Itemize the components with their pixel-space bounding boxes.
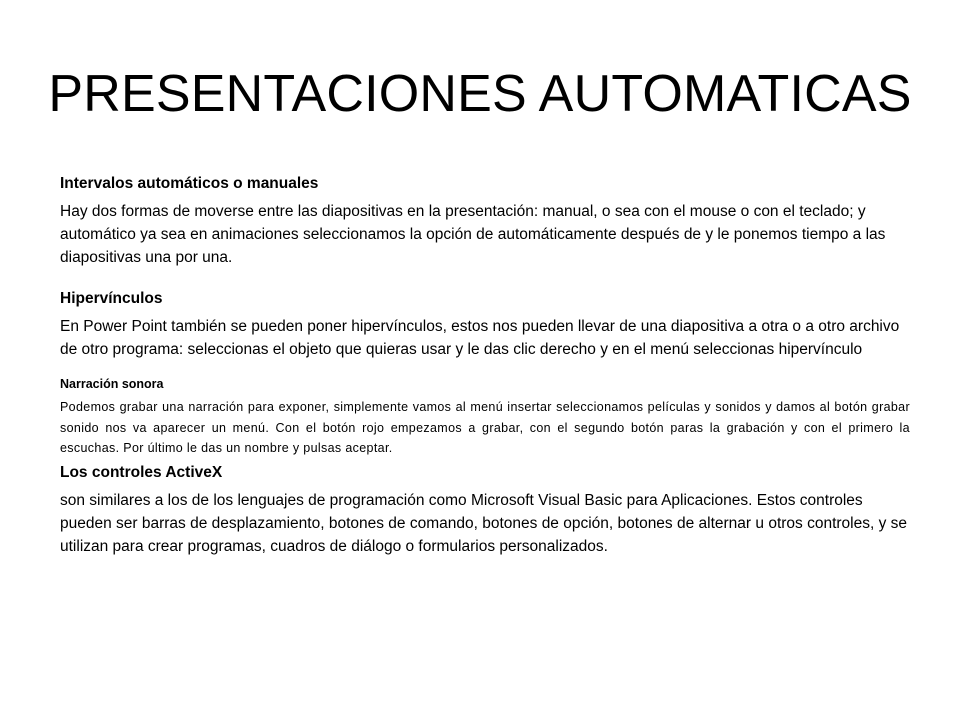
section-body: son similares a los de los lenguajes de programación como Microsoft Visual Basic para Aplicaciones. Estos controles pueden ser barras de desplazamiento, botones de comando, botones de opción, botones de alternar u otros controles, y se utilizan para crear programas, cuadros de diálogo o formularios personalizados. bbox=[60, 491, 908, 555]
section-heading: Los controles ActiveX bbox=[60, 463, 223, 481]
section-body: En Power Point también se pueden poner hipervínculos, estos nos pueden llevar de una diapositiva a otra o a otro archivo de otro programa: seleccionas el objeto que quieras usar y le das clic derecho y en el menú seleccionas hipervínculo bbox=[60, 318, 900, 358]
section-body: Podemos grabar una narración para exponer, simplemente vamos al menú insertar seleccionamos películas y sonidos y damos al botón grabar sonido nos va aparecer un menú. Con el botón rojo empezamos a grabar, con el segundo botón paras la grabación y con el primero la escuchas. Por último le das un nombre y pulsas aceptar. bbox=[60, 400, 910, 455]
section-intervalos bbox=[60, 174, 910, 269]
section-controles-activex bbox=[60, 463, 910, 558]
spacer bbox=[60, 269, 910, 289]
section-heading: Hipervínculos bbox=[60, 290, 163, 307]
section-body: Hay dos formas de moverse entre las diapositivas en la presentación: manual, o sea con el mouse o con el teclado; y automático ya sea en animaciones seleccionamos la opción de automáticamente después de y le ponemos tiempo a las diapositivas una por una. bbox=[60, 203, 886, 266]
slide-content bbox=[60, 174, 910, 558]
section-heading: Intervalos automáticos o manuales bbox=[60, 175, 319, 192]
section-narracion-sonora bbox=[60, 375, 910, 459]
slide-title: PRESENTACIONES AUTOMATICAS bbox=[48, 65, 912, 123]
section-heading: Narración sonora bbox=[60, 377, 164, 391]
spacer bbox=[60, 361, 910, 375]
section-hipervinculos bbox=[60, 289, 910, 361]
